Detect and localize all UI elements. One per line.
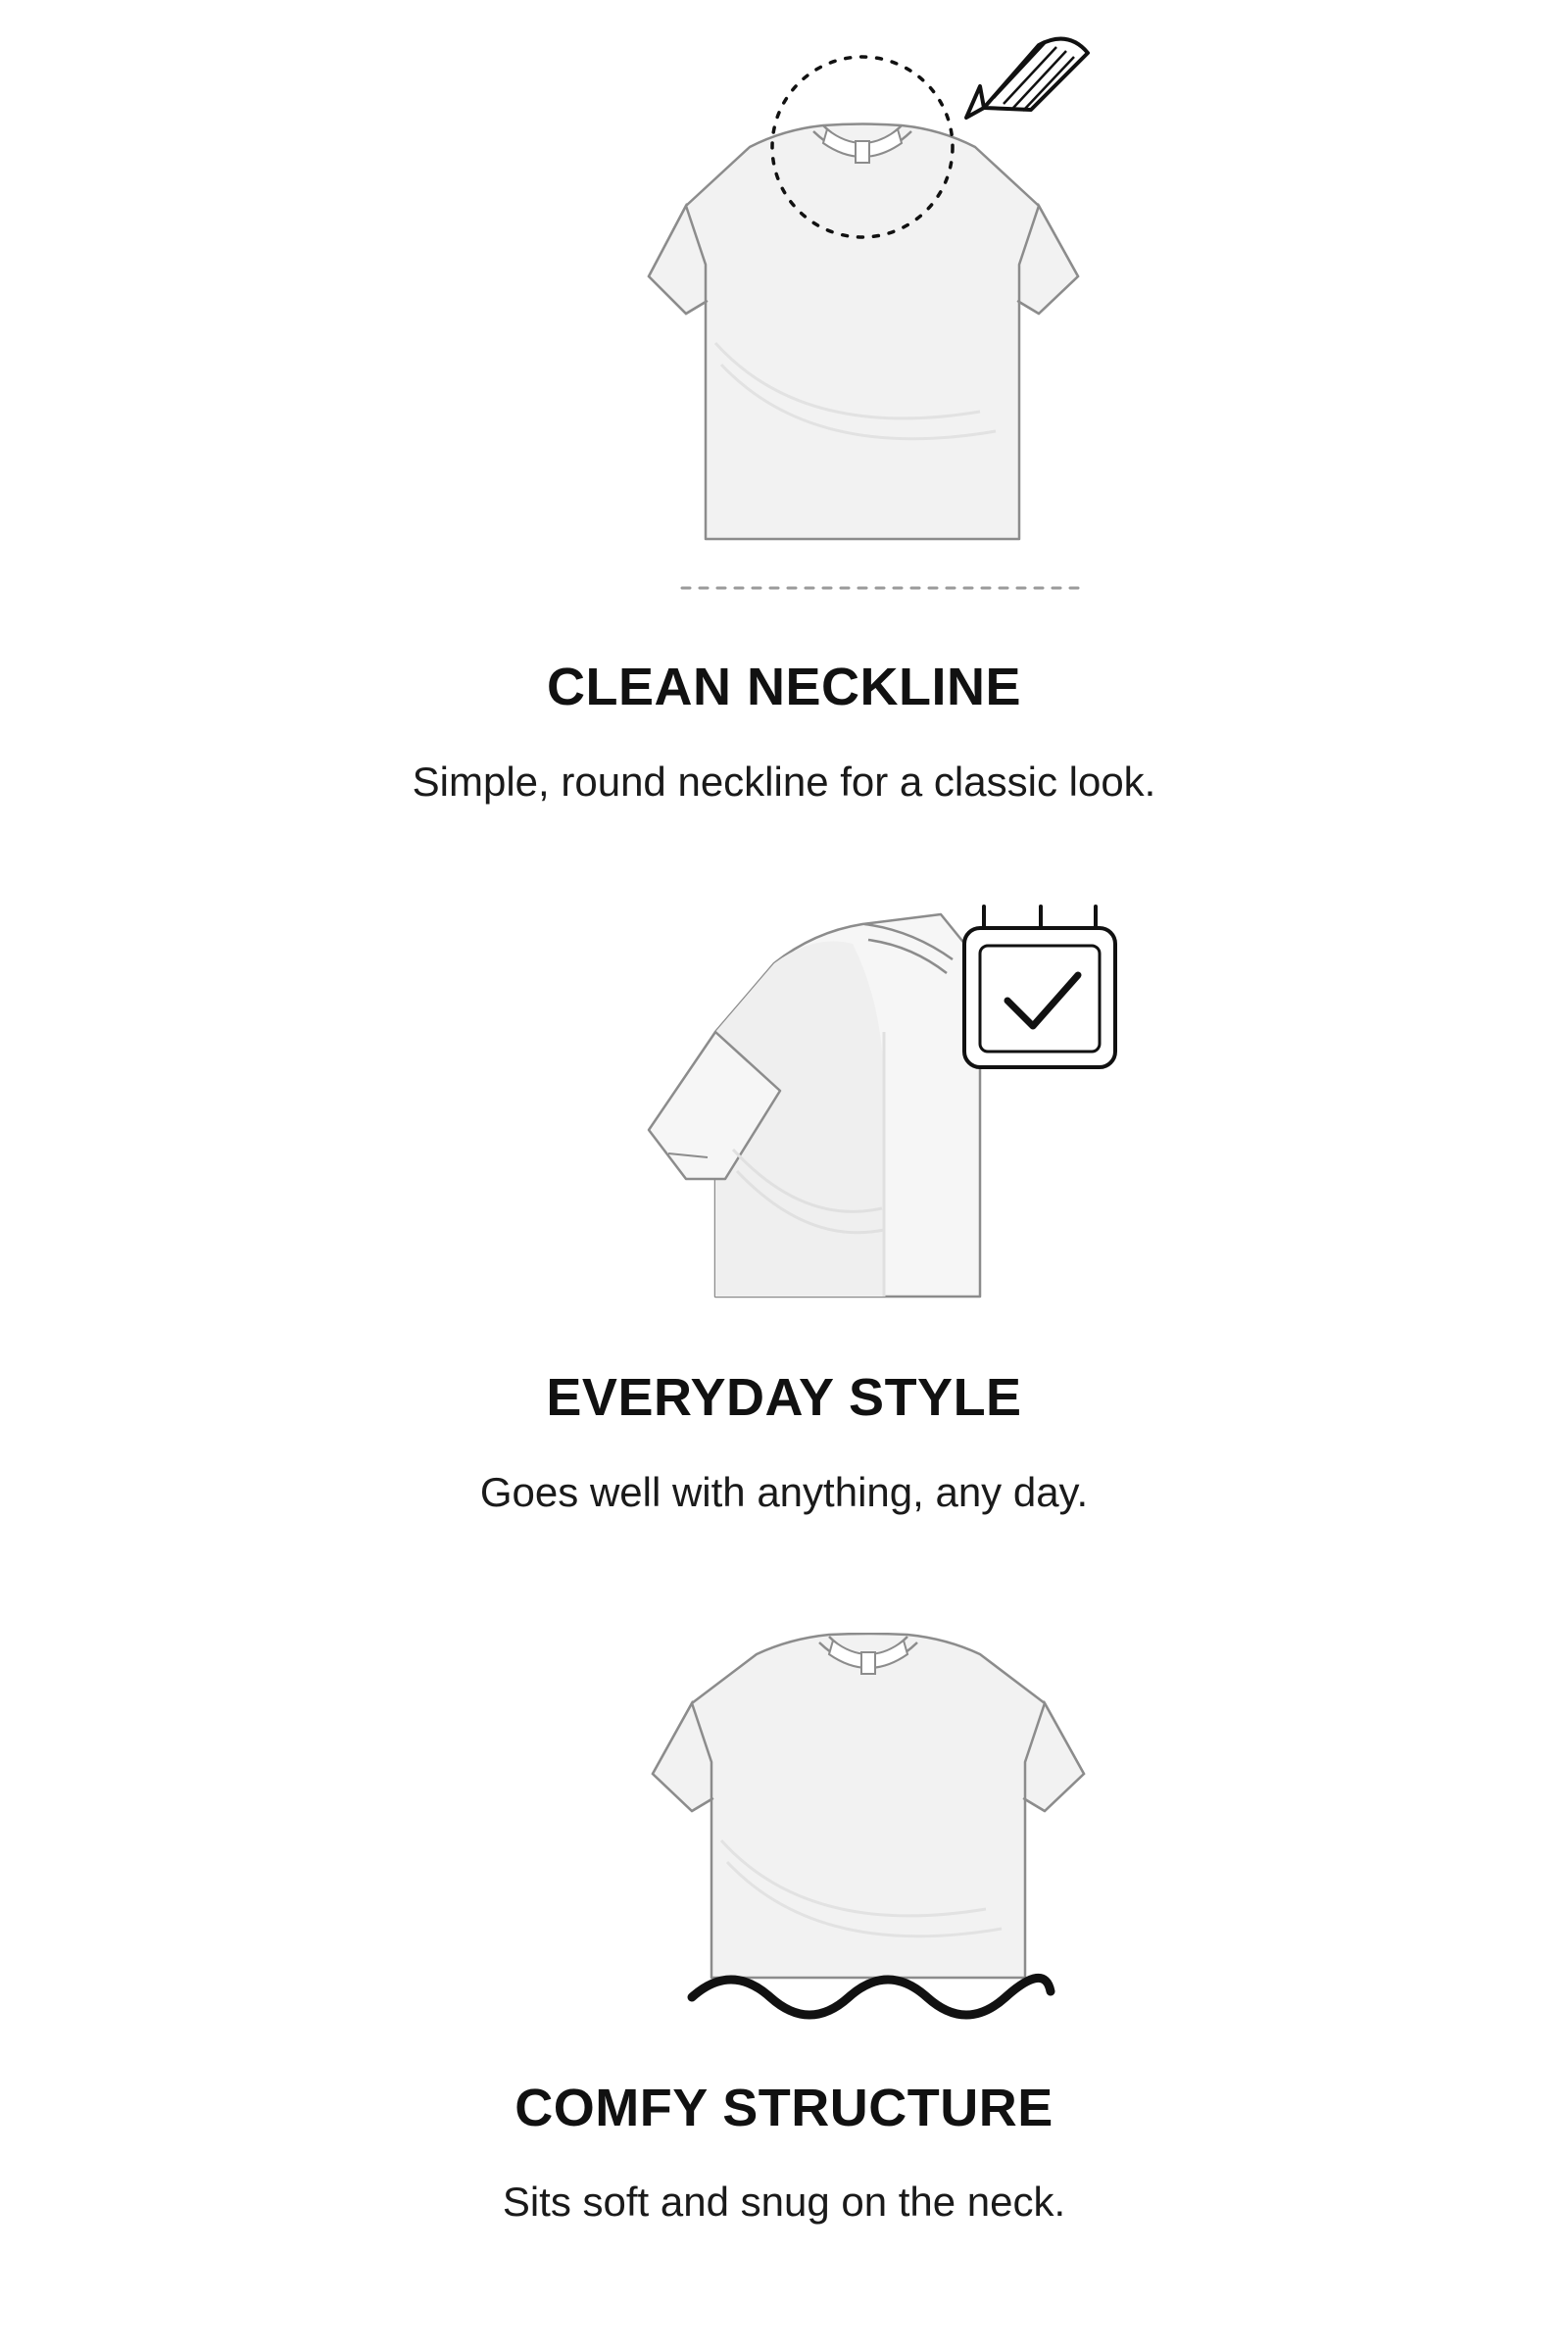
feature-block-clean-neckline xyxy=(0,0,1568,875)
feature-block-comfy-structure xyxy=(0,1623,1568,2352)
feature-title: EVERYDAY STYLE xyxy=(546,1367,1022,1427)
feature-title: COMFY STRUCTURE xyxy=(514,2079,1054,2138)
feature-description: Goes well with anything, any day. xyxy=(479,1469,1089,1515)
feature-description: Sits soft and snug on the neck. xyxy=(502,2178,1066,2225)
tshirt-side-icon xyxy=(392,885,1176,1336)
hand-drawn-arrow-icon xyxy=(966,39,1088,118)
wavy-line-icon xyxy=(692,1979,1051,2016)
feature-3-artwork xyxy=(0,1633,1568,2044)
feature-1-artwork xyxy=(0,20,1568,608)
feature-block-everyday-style xyxy=(0,875,1568,1624)
calendar-check-icon xyxy=(964,906,1115,1067)
feature-2-artwork xyxy=(0,885,1568,1336)
feature-description: Simple, round neckline for a classic look. xyxy=(412,759,1156,806)
tshirt-front-icon xyxy=(392,20,1176,608)
tshirt-front-icon xyxy=(392,1633,1176,2044)
feature-title: CLEAN NECKLINE xyxy=(546,658,1021,716)
